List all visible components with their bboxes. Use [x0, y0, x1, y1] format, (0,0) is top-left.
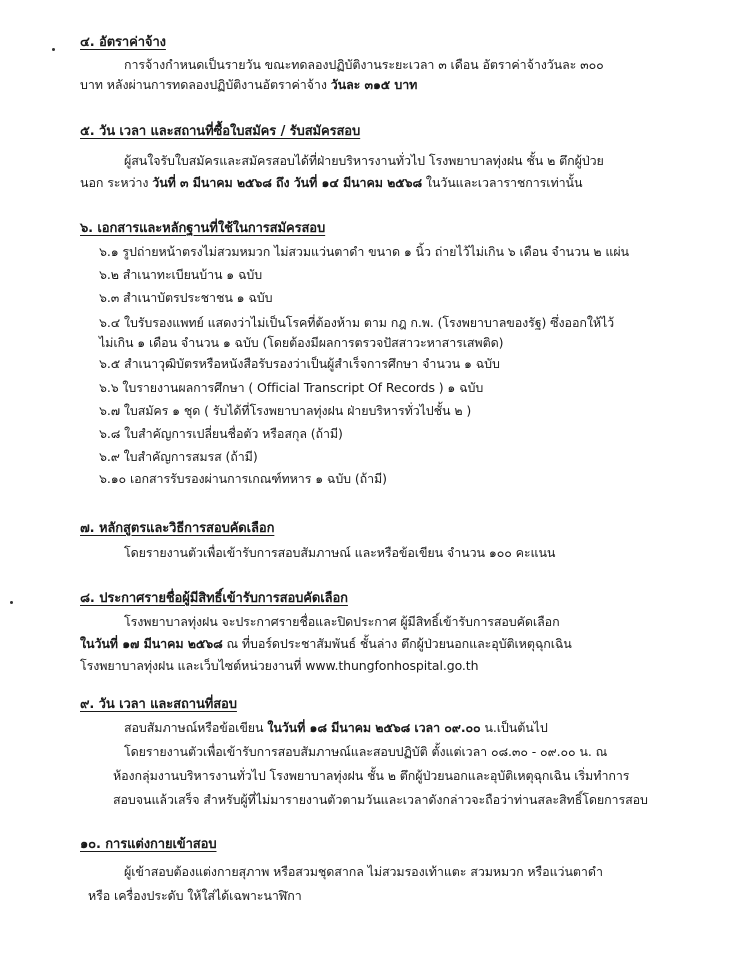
section-4-line-2	[80, 77, 417, 93]
section-9-text: สอบสัมภาษณ์หรือข้อเขียน	[124, 720, 268, 735]
doc-item-4-line-1: ๖.๔ ใบรับรองแพทย์ แสดงว่าไม่เป็นโรคที่ต้องห้าม ตาม กฎ ก.พ. (โรงพยาบาลของรัฐ) ซึ่งออกให้ไว้	[99, 315, 615, 330]
section-4-text: บาท หลังผ่านการทดลองปฏิบัติงานอัตราค่าจ้าง	[80, 77, 331, 92]
section-4-line-1: การจ้างกำหนดเป็นรายวัน ขณะทดลองปฏิบัติงานระยะเวลา ๓ เดือน อัตราค่าจ้างวันละ ๓๐๐	[124, 57, 604, 72]
section-9-line-4: สอบจนแล้วเสร็จ สำหรับผู้ที่ไม่มารายงานตัวตามวันและเวลาดังกล่าวจะถือว่าท่านสละสิทธิ์โดยการสอบ	[113, 792, 648, 807]
section-6-title: ๖. เอกสารและหลักฐานที่ใช้ในการสมัครสอบ	[80, 221, 326, 236]
section-9-text-end: น.เป็นต้นไป	[480, 720, 548, 735]
section-9-line-1	[124, 720, 548, 736]
doc-item-6: ๖.๖ ใบรายงานผลการศึกษา ( Official Transcript Of Records ) ๑ ฉบับ	[99, 380, 484, 395]
section-7-title: ๗. หลักสูตรและวิธีการสอบคัดเลือก	[80, 521, 275, 536]
section-4-title: ๔. อัตราค่าจ้าง	[80, 35, 166, 50]
section-5-dates: วันที่ ๓ มีนาคม ๒๕๖๘ ถึง วันที่ ๑๔ มีนาคม ๒๕๖๘	[152, 175, 422, 190]
doc-item-7: ๖.๗ ใบสมัคร ๑ ชุด ( รับได้ที่โรงพยาบาลทุ่งฝน ฝ่ายบริหารทั่วไปชั้น ๒ )	[99, 403, 472, 418]
section-4-wage: วันละ ๓๑๕ บาท	[330, 77, 418, 92]
margin-dot	[10, 601, 13, 604]
doc-item-2: ๖.๒ สำเนาทะเบียนบ้าน ๑ ฉบับ	[99, 267, 263, 282]
doc-item-5: ๖.๕ สำเนาวุฒิบัตรหรือหนังสือรับรองว่าเป็นผู้สำเร็จการศึกษา จำนวน ๑ ฉบับ	[99, 356, 500, 371]
section-8-line-1: โรงพยาบาลทุ่งฝน จะประกาศรายชื่อและปิดประกาศ ผู้มีสิทธิ์เข้ารับการสอบคัดเลือก	[124, 614, 560, 629]
section-8-place: ณ ที่บอร์ดประชาสัมพันธ์ ชั้นล่าง ตึกผู้ป่วยนอกและอุบัติเหตุฉุกเฉิน	[222, 636, 572, 651]
section-10-title: ๑๐. การแต่งกายเข้าสอบ	[80, 837, 217, 852]
doc-item-3: ๖.๓ สำเนาบัตรประชาชน ๑ ฉบับ	[99, 290, 273, 305]
section-9-line-3: ห้องกลุ่มงานบริหารงานทั่วไป โรงพยาบาลทุ่งฝน ชั้น ๒ ตึกผู้ป่วยนอกและอุบัติเหตุฉุกเฉิน เริ่มทำการ	[113, 768, 630, 783]
doc-item-10: ๖.๑๐ เอกสารรับรองผ่านการเกณฑ์ทหาร ๑ ฉบับ (ถ้ามี)	[99, 471, 387, 486]
section-5-line-1: ผู้สนใจรับใบสมัครและสมัครสอบได้ที่ฝ่ายบริหารงานทั่วไป โรงพยาบาลทุ่งฝน ชั้น ๒ ตึกผู้ป่วย	[124, 153, 604, 168]
section-8-date: ในวันที่ ๑๗ มีนาคม ๒๕๖๘	[80, 636, 223, 651]
doc-item-1: ๖.๑ รูปถ่ายหน้าตรงไม่สวมหมวก ไม่สวมแว่นตาดำ ขนาด ๑ นิ้ว ถ่ายไว้ไม่เกิน ๖ เดือน จำนวน ๒ แผ่น	[99, 244, 629, 259]
section-9-datetime: ในวันที่ ๑๘ มีนาคม ๒๕๖๘ เวลา ๐๙.๐๐	[267, 720, 481, 735]
doc-item-4-line-2: ไม่เกิน ๑ เดือน จำนวน ๑ ฉบับ (โดยต้องมีผลการตรวจปัสสาวะหาสารเสพติด)	[99, 335, 504, 350]
section-7-line-1: โดยรายงานตัวเพื่อเข้ารับการสอบสัมภาษณ์ และหรือข้อเขียน จำนวน ๑๐๐ คะแนน	[124, 545, 556, 560]
section-5-line-2	[80, 175, 582, 191]
doc-item-9: ๖.๙ ใบสำคัญการสมรส (ถ้ามี)	[99, 449, 258, 464]
margin-dot	[52, 48, 55, 51]
section-10-line-2: หรือ เครื่องประดับ ให้ใส่ได้เฉพาะนาฬิกา	[88, 888, 302, 903]
section-5-text-end: ในวันและเวลาราชการเท่านั้น	[421, 175, 583, 190]
section-9-title: ๙. วัน เวลา และสถานที่สอบ	[80, 697, 237, 712]
section-9-line-2: โดยรายงานตัวเพื่อเข้ารับการสอบสัมภาษณ์และสอบปฏิบัติ ตั้งแต่เวลา ๐๘.๓๐ - ๐๙.๐๐ น. ณ	[124, 744, 608, 759]
section-10-line-1: ผู้เข้าสอบต้องแต่งกายสุภาพ หรือสวมชุดสากล ไม่สวมรองเท้าแตะ สวมหมวก หรือแว่นตาดำ	[124, 864, 603, 879]
section-8-title: ๘. ประกาศรายชื่อผู้มีสิทธิ์เข้ารับการสอบคัดเลือก	[80, 591, 348, 606]
doc-item-8: ๖.๘ ใบสำคัญการเปลี่ยนชื่อตัว หรือสกุล (ถ้ามี)	[99, 426, 343, 441]
section-5-text: นอก ระหว่าง	[80, 175, 153, 190]
section-8-line-3: โรงพยาบาลทุ่งฝน และเว็บไซต์หน่วยงานที่ www.thungfonhospital.go.th	[80, 658, 479, 673]
section-5-title: ๕. วัน เวลา และสถานที่ซื้อใบสมัคร / รับสมัครสอบ	[80, 124, 361, 139]
section-8-line-2	[80, 636, 572, 652]
